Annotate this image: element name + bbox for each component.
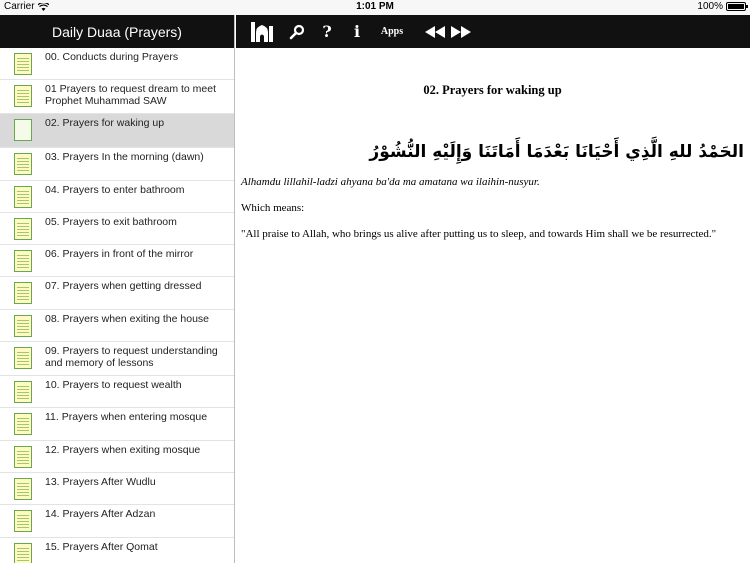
document-icon: [14, 119, 32, 141]
document-icon: [14, 218, 32, 240]
list-item[interactable]: [0, 376, 234, 408]
sidebar: [0, 15, 235, 563]
transliteration-text: Alhamdu lillahil-ladzi ahyana ba'da ma amatana wa ilaihin-nusyur.: [241, 176, 540, 188]
list-item[interactable]: [0, 408, 234, 440]
search-icon: [289, 24, 305, 40]
toolbar: [236, 15, 750, 48]
list-item-label: 15. Prayers After Qomat: [45, 540, 158, 553]
list-item[interactable]: [0, 505, 234, 537]
list-item-label: 00. Conducts during Prayers: [45, 51, 179, 63]
list-item-label: 06. Prayers in front of the mirror: [45, 248, 194, 261]
document-icon: [14, 282, 32, 304]
document-icon: [14, 315, 32, 337]
means-label: Which means:: [241, 202, 305, 214]
battery-icon: [726, 2, 746, 11]
list-item-label: 09. Prayers to request understanding and memory of lessons: [45, 345, 218, 370]
list-item[interactable]: [0, 80, 234, 114]
list-item[interactable]: [0, 342, 234, 376]
prayer-title: 02. Prayers for waking up: [423, 83, 562, 97]
mosque-logo-icon: [250, 20, 274, 44]
list-item-label: 02. Prayers for waking up: [45, 117, 165, 130]
arabic-text: الحَمْدُ للهِ الَّذِي أَحْيَانَا بَعْدَمَا أَمَاتَنَا وَإِلَيْهِ النُّشُوْرُ: [369, 142, 744, 162]
list-item-label: 08. Prayers when exiting the house: [45, 312, 210, 325]
status-time: 1:01 PM: [356, 1, 394, 12]
help-icon: ?: [322, 22, 332, 41]
list-item[interactable]: [0, 114, 234, 148]
list-item[interactable]: [0, 538, 234, 563]
document-icon: [14, 446, 32, 468]
list-item-label: 04. Prayers to enter bathroom: [45, 183, 185, 196]
list-item[interactable]: [0, 213, 234, 245]
document-icon: [14, 478, 32, 500]
list-item-label: 01 Prayers to request dream to meet Prophet Muhammad SAW: [45, 83, 216, 108]
sidebar-title: Daily Duaa (Prayers): [52, 23, 182, 40]
document-icon: [14, 85, 32, 107]
list-item-label: 14. Prayers After Adzan: [45, 508, 156, 521]
list-item-label: 10. Prayers to request wealth: [45, 379, 182, 392]
document-icon: [14, 543, 32, 563]
document-icon: [14, 250, 32, 272]
fast-forward-icon: [451, 26, 471, 38]
document-icon: [14, 347, 32, 369]
list-item[interactable]: [0, 148, 234, 180]
sidebar-header: [0, 15, 234, 48]
battery-indicator: [697, 1, 746, 12]
apps-label: Apps: [380, 26, 404, 37]
list-item-label: 05. Prayers to exit bathroom: [45, 215, 177, 228]
document-icon: [14, 53, 32, 75]
status-bar: [0, 0, 750, 15]
prayer-list: [0, 48, 234, 563]
document-icon: [14, 413, 32, 435]
previous-button[interactable]: [422, 15, 448, 48]
list-item-label: 12. Prayers when exiting mosque: [45, 443, 201, 456]
list-item[interactable]: [0, 277, 234, 309]
help-button[interactable]: [312, 15, 342, 48]
search-button[interactable]: [282, 15, 312, 48]
list-item[interactable]: [0, 48, 234, 80]
document-icon: [14, 381, 32, 403]
list-item[interactable]: [0, 181, 234, 213]
document-icon: [14, 186, 32, 208]
list-item-label: 07. Prayers when getting dressed: [45, 280, 202, 293]
info-button[interactable]: [342, 15, 372, 48]
home-logo-button[interactable]: [248, 15, 276, 48]
document-icon: [14, 510, 32, 532]
list-item[interactable]: [0, 310, 234, 342]
list-item-label: 03. Prayers In the morning (dawn): [45, 151, 204, 164]
carrier-label: Carrier: [4, 1, 35, 12]
list-item[interactable]: [0, 441, 234, 473]
battery-percent: 100%: [697, 1, 723, 12]
translation-text: "All praise to Allah, who brings us alive after putting us to sleep, and towards Him shall we be resurrected.": [241, 228, 717, 240]
document-icon: [14, 153, 32, 175]
rewind-icon: [425, 26, 445, 38]
info-icon: i: [353, 22, 361, 41]
prayer-content: [236, 83, 750, 241]
detail-panel: [236, 15, 750, 563]
list-item-label: 13. Prayers After Wudlu: [45, 475, 156, 488]
list-item[interactable]: [0, 245, 234, 277]
list-item[interactable]: [0, 473, 234, 505]
next-button[interactable]: [448, 15, 474, 48]
apps-button[interactable]: [372, 15, 412, 48]
list-item-label: 11. Prayers when entering mosque: [45, 411, 208, 424]
